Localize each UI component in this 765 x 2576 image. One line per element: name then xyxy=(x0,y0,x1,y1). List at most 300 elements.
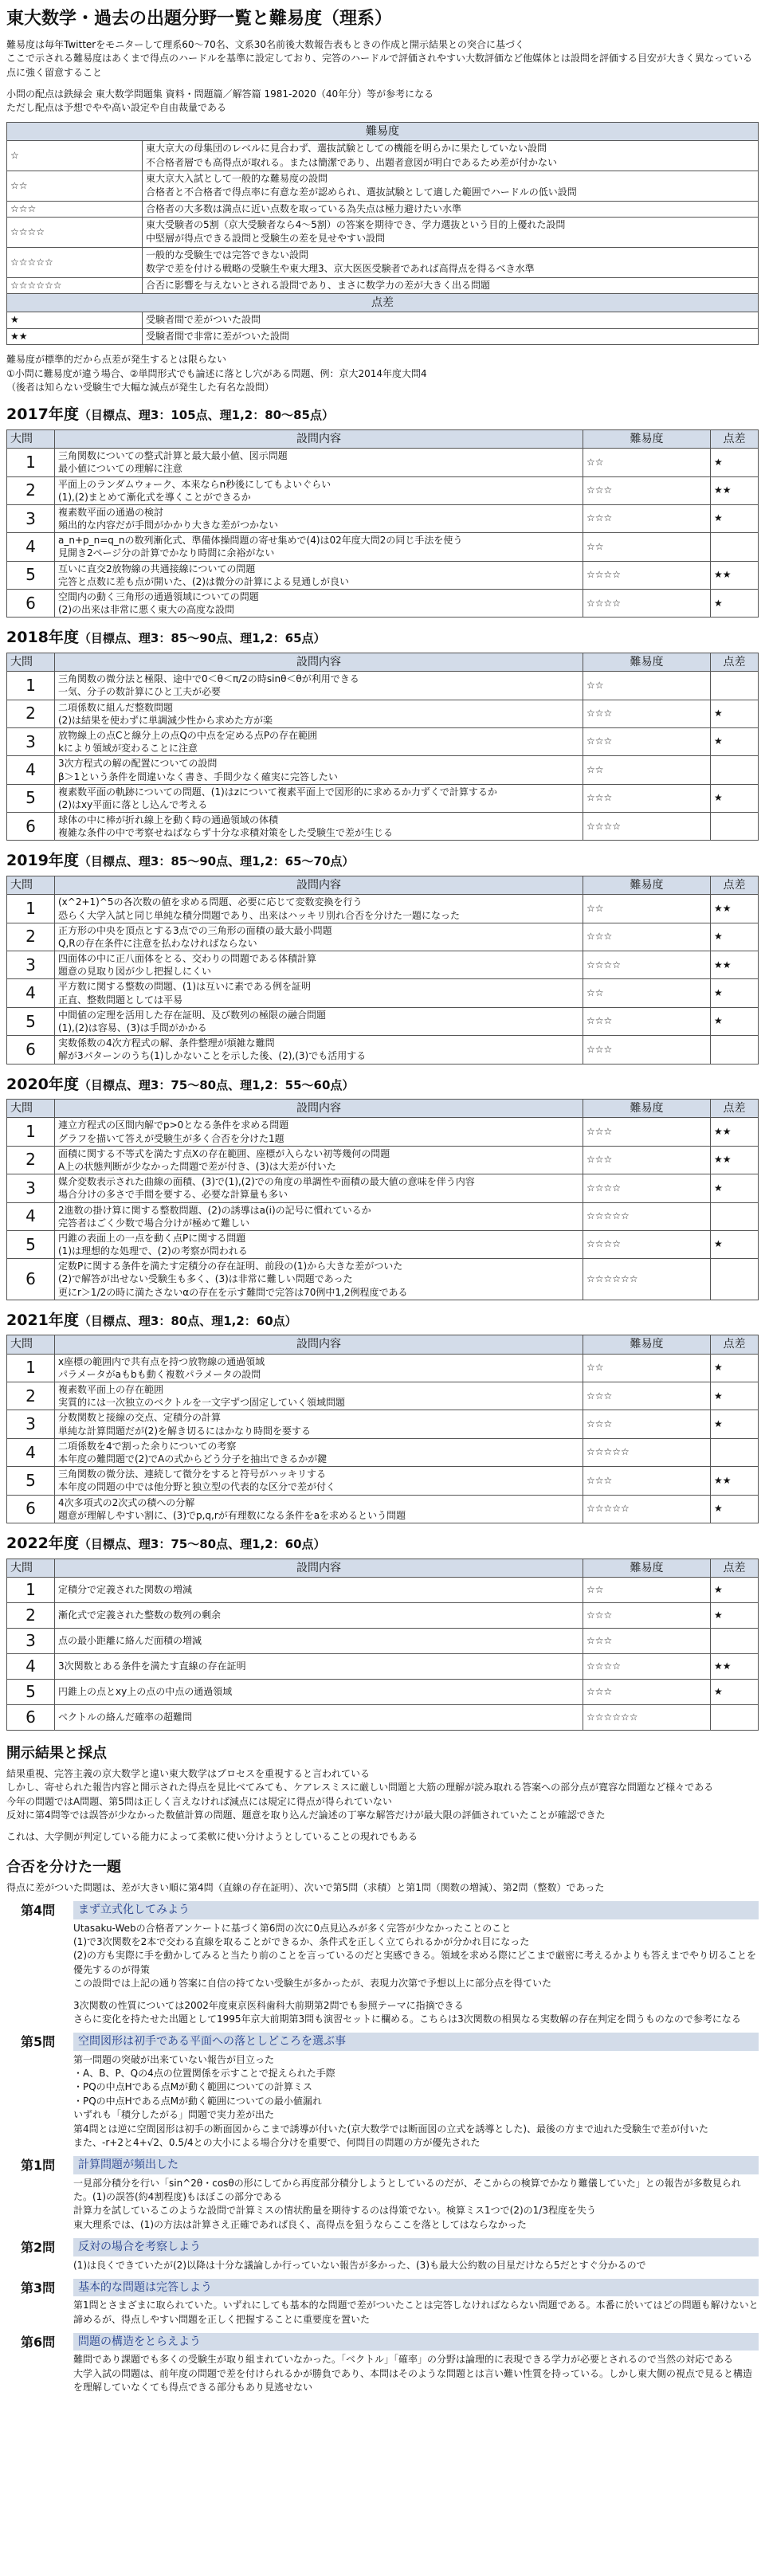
critical-block-body xyxy=(73,2279,759,2327)
column-header-content: 設問内容 xyxy=(55,1100,583,1118)
column-header-points: 点差 xyxy=(711,653,759,671)
question-points: ★ xyxy=(711,1382,759,1410)
question-number: 4 xyxy=(7,1438,55,1466)
year-label: 2019年度 xyxy=(6,852,79,870)
question-number: 3 xyxy=(7,727,55,755)
intro xyxy=(6,38,759,80)
difficulty-description-line: 一般的な受験生では完答できない設問 xyxy=(146,249,309,261)
difficulty-description-line: 合格者の大多数は満点に近い点数を取っている為失点は極力避けたい水準 xyxy=(146,202,462,214)
year-label: 2022年度 xyxy=(6,1534,79,1552)
table-row xyxy=(7,1495,759,1523)
question-number: 2 xyxy=(7,1602,55,1628)
question-content xyxy=(55,1382,583,1410)
question-number: 4 xyxy=(7,1653,55,1679)
question-difficulty: ☆☆☆ xyxy=(583,923,711,951)
difficulty-legend-row xyxy=(7,218,759,248)
column-header-content: 設問内容 xyxy=(55,876,583,895)
critical-title: 合否を分けた一題 xyxy=(6,1858,121,1876)
critical-block xyxy=(6,2238,759,2272)
question-content xyxy=(55,1202,583,1230)
question-difficulty: ☆☆☆☆ xyxy=(583,1653,711,1679)
question-points: ★ xyxy=(711,1230,759,1258)
year-heading xyxy=(6,1310,759,1332)
intro-line: ここで示される難易度はあくまで得点のハードルを基準に設定しており、完答のハードルで評価されやすい大数評価など他媒体とは設問を評価する目安が大きく異なっている点に強く留意すること xyxy=(6,53,753,78)
difficulty-description-line: 東大受験者の5割（京大受験者なら4～5割）の答案を期待でき、学力選抜という目的上優れた設問 xyxy=(146,219,566,231)
question-number: 5 xyxy=(7,784,55,812)
table-row xyxy=(7,895,759,923)
year-target-score: （目標点、理3：75～80点、理1,2：55～60点） xyxy=(78,1077,355,1092)
question-content-line: 本年度の難問題で(2)でAの式からどう分子を抽出できるかが鍵 xyxy=(58,1453,328,1465)
question-number: 4 xyxy=(7,1202,55,1230)
critical-paragraph: 第1問とさまざまに取られていた。いずれにしても基本的な問題で差がついたことは完答しなければならない問題である。本番に於いてはどの問題も解けないと諦めるが、得点しやすい問題を正しく把握することに重要度を置いた xyxy=(73,2300,759,2325)
year-label: 2018年度 xyxy=(6,629,79,647)
critical-block-body xyxy=(73,2333,759,2394)
question-content-line: 題意が理解しやすい割に、(3)でp,q,rが有理数になる条件をaを求めるという問題 xyxy=(58,1509,406,1521)
column-header-difficulty: 難易度 xyxy=(583,876,711,895)
critical-block-heading: 計算問題が頻出した xyxy=(73,2156,759,2174)
table-row xyxy=(7,476,759,504)
question-number: 1 xyxy=(7,449,55,476)
points-legend-row xyxy=(7,312,759,328)
question-content xyxy=(55,1704,583,1730)
question-points: ★ xyxy=(711,979,759,1007)
column-header-no: 大問 xyxy=(7,653,55,671)
difficulty-description xyxy=(143,277,759,293)
points-legend-row xyxy=(7,328,759,344)
question-content xyxy=(55,895,583,923)
critical-paragraph: 第4問とは逆に空間図形は初手の断面図からこまで誘導が付いた(京大数学では断面図の立式を誘導とした)、最後の方まで辿れた受験生で差が付いた xyxy=(73,2123,709,2135)
question-difficulty: ☆☆ xyxy=(583,1577,711,1602)
points-stars: ★★ xyxy=(7,328,143,344)
table-row xyxy=(7,1577,759,1602)
question-content-line: (2)の出来は非常に悪く東大の高度な設問 xyxy=(58,604,234,616)
question-content-line: 複素数平面上の存在範囲 xyxy=(58,1384,164,1396)
question-points xyxy=(711,1438,759,1466)
question-content-line: 4次多項式の2次式の積への分解 xyxy=(58,1496,195,1508)
question-content xyxy=(55,672,583,700)
question-points: ★★ xyxy=(711,476,759,504)
year-label: 2021年度 xyxy=(6,1311,79,1329)
table-row xyxy=(7,979,759,1007)
question-number: 1 xyxy=(7,1577,55,1602)
question-content-line: 一気、分子の数計算にひと工夫が必要 xyxy=(58,686,222,698)
question-number: 5 xyxy=(7,1230,55,1258)
question-content-line: x座標の範囲内で共有点を持つ放物線の通過領域 xyxy=(58,1355,265,1367)
question-points: ★ xyxy=(711,727,759,755)
question-number: 2 xyxy=(7,1382,55,1410)
column-header-no: 大問 xyxy=(7,429,55,448)
question-content xyxy=(55,700,583,727)
question-content-line: 2進数の掛け算に関する整数問題、(2)の誘導はa(i)の記号に慣れているか xyxy=(58,1204,371,1216)
question-points: ★ xyxy=(711,923,759,951)
question-content-line: 本年度の問題の中では他分野と独立型の代表的な区分で差が付く xyxy=(58,1481,336,1493)
question-points: ★ xyxy=(711,590,759,618)
table-row xyxy=(7,1438,759,1466)
question-content-line: 互いに直交2放物線の共通接線についての問題 xyxy=(58,563,256,574)
question-number: 5 xyxy=(7,1007,55,1035)
critical-paragraph: ・PQの中点Hである点Mが動く範囲についての計算ミス xyxy=(73,2081,312,2093)
critical-block xyxy=(6,1901,759,2026)
critical-paragraph: (2)の方も実際に手を動かしてみると当たり前のことを言っているのだと実感できる。領域を求める際にどこまで厳密に考えるかよりも答えまでやり切ることを優先するのが得策 xyxy=(73,1950,757,1975)
question-content xyxy=(55,1438,583,1466)
table-row xyxy=(7,727,759,755)
question-number: 1 xyxy=(7,1354,55,1382)
question-points: ★ xyxy=(711,1679,759,1704)
year-heading xyxy=(6,404,759,426)
question-number: 4 xyxy=(7,533,55,561)
table-row xyxy=(7,1679,759,1704)
difficulty-stars: ☆☆☆☆☆ xyxy=(7,247,143,277)
question-points: ★ xyxy=(711,700,759,727)
question-difficulty: ☆☆☆ xyxy=(583,1036,711,1064)
question-difficulty: ☆☆ xyxy=(583,1354,711,1382)
question-points xyxy=(711,1202,759,1230)
column-header-difficulty: 難易度 xyxy=(583,1335,711,1354)
question-content-line: 最小値についての理解に注意 xyxy=(58,463,182,475)
question-content xyxy=(55,951,583,979)
question-difficulty: ☆☆ xyxy=(583,979,711,1007)
question-number: 2 xyxy=(7,476,55,504)
question-points: ★ xyxy=(711,1410,759,1438)
year-table xyxy=(6,1099,759,1300)
critical-paragraph: Utasaku-Webの合格者アンケートに基づく第6問の次に0点見込みが多く完答が少なかったことのこと xyxy=(73,1922,512,1934)
question-points: ★ xyxy=(711,449,759,476)
question-difficulty: ☆☆ xyxy=(583,533,711,561)
year-heading xyxy=(6,850,759,872)
question-number: 1 xyxy=(7,672,55,700)
table-row xyxy=(7,756,759,784)
results-line: しかし、寄せられた報告内容と開示された得点を見比べてみても、ケアレスミスに厳しい問題と大筋の理解が読み取れる答案への部分点が寛容な問題など様々である xyxy=(6,1782,714,1794)
question-content xyxy=(55,1259,583,1300)
results-line: 今年の問題ではA問題、第5問は正しく言えなければ減点には規定に得点が得られていない xyxy=(6,1795,392,1807)
question-content-line: 点の最小距離に絡んだ面積の増減 xyxy=(58,1635,202,1647)
question-content-line: 平面上のランダムウォーク、本来ならn秒後にしてもよいぐらい xyxy=(58,478,332,490)
question-content-line: 四面体の中に正八面体をとる、交わりの問題である体積計算 xyxy=(58,953,317,965)
year-label: 2020年度 xyxy=(6,1075,79,1093)
question-difficulty: ☆☆☆ xyxy=(583,476,711,504)
critical-paragraph: 大学入試の問題は、前年度の問題で差を付けられるかが勝負であり、本問はそのような問題とは言い難い性質を持っている。しかし東大側の視点で見ると構造を理解していなくても得点できる部分もあり見逃せない xyxy=(73,2367,753,2394)
question-content-line: β＞1という条件を間違いなく書き、手間少なく確実に完答したい xyxy=(58,770,338,782)
question-content-line: 解が3パターンのうち(1)しかないことを示した後、(2),(3)でも活用する xyxy=(58,1050,367,1062)
spacer xyxy=(73,1991,759,1999)
difficulty-description-line: 東大京大の母集団のレベルに見合わず、選抜試験としての機能を明らかに果たしていない設問 xyxy=(146,143,547,155)
table-row xyxy=(7,1602,759,1628)
question-number: 4 xyxy=(7,756,55,784)
question-difficulty: ☆☆☆ xyxy=(583,1628,711,1653)
intro-reference-line: ただし配点は予想でやや高い設定や自由裁量である xyxy=(6,102,227,114)
results-tail: これは、大学側が判定している能力によって柔軟に使い分けようとしていることの現れでもある xyxy=(6,1831,418,1843)
question-content xyxy=(55,727,583,755)
question-content-line: a_n+p_n=q_nの数列漸化式、準備体操問題の寄せ集めで(4)は02年度大問2の同じ手法を使う xyxy=(58,535,463,547)
difficulty-description xyxy=(143,201,759,217)
question-difficulty: ☆☆☆☆ xyxy=(583,1230,711,1258)
question-content-line: 3次関数とある条件を満たす直線の存在証明 xyxy=(58,1660,246,1672)
critical-paragraph: 東大理系では、(1)の方法は計算さえ正確であれば良く、高得点を狙うならここを落としてはならなかった xyxy=(73,2218,527,2230)
critical-paragraph: 3次関数の性質については2002年度東京医科歯科大前期第2問でも参照テーマに指摘できる xyxy=(73,1999,464,2011)
question-difficulty: ☆☆☆ xyxy=(583,1467,711,1495)
difficulty-description xyxy=(143,218,759,248)
question-content-line: 分数関数と接線の交点、定積分の計算 xyxy=(58,1412,222,1424)
question-number: 6 xyxy=(7,1495,55,1523)
question-difficulty: ☆☆☆ xyxy=(583,1146,711,1174)
question-content-line: 単純な計算問題だが(2)を解き切るにはかなり時間を要する xyxy=(58,1425,312,1437)
year-table xyxy=(6,876,759,1065)
table-row xyxy=(7,1036,759,1064)
question-number: 5 xyxy=(7,1467,55,1495)
column-header-no: 大問 xyxy=(7,876,55,895)
question-number: 2 xyxy=(7,923,55,951)
question-points: ★ xyxy=(711,504,759,532)
table-row xyxy=(7,449,759,476)
question-content-line: 中間値の定理を活用した存在証明、及び数列の極限の融合問題 xyxy=(58,1009,327,1021)
difficulty-description-line: 合格者と不合格者で得点率に有意な差が認められ、選抜試験として適した範囲でハードルの低い設問 xyxy=(146,186,577,198)
question-points xyxy=(711,672,759,700)
column-header-content: 設問内容 xyxy=(55,429,583,448)
table-row xyxy=(7,813,759,841)
question-difficulty: ☆☆ xyxy=(583,672,711,700)
critical-block-heading: 反対の場合を考察しよう xyxy=(73,2238,759,2256)
column-header-difficulty: 難易度 xyxy=(583,653,711,671)
difficulty-legend-table xyxy=(6,122,759,345)
difficulty-stars: ☆☆ xyxy=(7,171,143,201)
difficulty-description xyxy=(143,247,759,277)
critical-block-body xyxy=(73,2156,759,2232)
difficulty-description xyxy=(143,171,759,201)
question-content xyxy=(55,923,583,951)
question-difficulty: ☆☆☆ xyxy=(583,1679,711,1704)
column-header-no: 大問 xyxy=(7,1335,55,1354)
question-content-line: 球体の中に棒が折れ線上を動く時の通過領域の体積 xyxy=(58,814,279,826)
critical-block xyxy=(6,2333,759,2394)
question-points: ★ xyxy=(711,1602,759,1628)
critical-paragraph: ・PQの中点Hである点Mが動く範囲についての最小値漏れ xyxy=(73,2095,322,2107)
question-difficulty: ☆☆☆☆ xyxy=(583,1174,711,1202)
table-row xyxy=(7,533,759,561)
critical-question-label: 第2問 xyxy=(21,2240,56,2256)
critical-block-heading: 問題の構造をとらえよう xyxy=(73,2333,759,2351)
question-content-line: 完答と点数に差も点が開いた、(2)は微分の計算による見通しが良い xyxy=(58,575,350,587)
question-content xyxy=(55,590,583,618)
question-difficulty: ☆☆ xyxy=(583,756,711,784)
question-number: 6 xyxy=(7,590,55,618)
question-content-line: 平方数に関する整数の問題、(1)は互いに素である例を証明 xyxy=(58,981,312,993)
column-header-difficulty: 難易度 xyxy=(583,429,711,448)
question-number: 2 xyxy=(7,1146,55,1174)
question-content-line: 空間内の動く三角形の通過領域についての問題 xyxy=(58,591,259,603)
year-target-score: （目標点、理3：75～80点、理1,2：60点） xyxy=(78,1536,326,1551)
notes xyxy=(6,353,759,394)
question-difficulty: ☆☆☆ xyxy=(583,1410,711,1438)
points-stars: ★ xyxy=(7,312,143,328)
table-row xyxy=(7,1653,759,1679)
question-content-line: (2)はxy平面に落とし込んで考える xyxy=(58,798,208,810)
question-difficulty: ☆☆☆ xyxy=(583,727,711,755)
years-container xyxy=(6,404,759,1731)
page-title: 東大数学・過去の出題分野一覧と難易度（理系） xyxy=(6,9,393,29)
question-content xyxy=(55,561,583,589)
difficulty-legend-row xyxy=(7,247,759,277)
difficulty-legend-row xyxy=(7,277,759,293)
critical-paragraph: 一見部分積分を行い「sin^2θ・cosθの形にしてから再度部分積分しようとしているのだが、そこからの検算でかなり難儀していた」との報告が多数見られた。(1)の誤答(約4割程度)もほぼこの部分である xyxy=(73,2177,741,2203)
question-points: ★★ xyxy=(711,895,759,923)
question-content-line: Q,Rの存在条件に注意を払わなければならない xyxy=(58,937,257,949)
question-content-line: (1),(2)まとめて漸化式を導くことができるか xyxy=(58,491,251,503)
question-points: ★ xyxy=(711,784,759,812)
question-content-line: 複雑な条件の中で考察せねばならず十分な求積対策をした受験生で差が生じる xyxy=(58,827,394,839)
critical-paragraph: いずれも「積分したがる」問題で実力差が出た xyxy=(73,2109,275,2121)
question-content-line: 複素数平面の通過の検討 xyxy=(58,506,164,518)
note-line: 難易度が標準的だから点差が発生するとは限らない xyxy=(6,354,227,366)
question-points: ★★ xyxy=(711,951,759,979)
note-line: ①小問に難易度が違う場合、②単問形式でも論述に落とし穴がある問題、例：京大2014年度大問4 xyxy=(6,367,427,379)
table-row xyxy=(7,561,759,589)
question-difficulty: ☆☆☆☆ xyxy=(583,813,711,841)
question-content-line: 円錐の表面上の一点を動く点Pに関する問題 xyxy=(58,1232,246,1244)
question-difficulty: ☆☆☆☆☆ xyxy=(583,1495,711,1523)
table-row xyxy=(7,1410,759,1438)
question-content xyxy=(55,1602,583,1628)
question-content xyxy=(55,1495,583,1523)
question-points xyxy=(711,756,759,784)
critical-paragraph: 計算力を試しているこのような設問で計算ミスの情状酌量を期待するのは得策でない。検算ミス1つで(2)の1/3程度を失う xyxy=(73,2205,596,2217)
points-legend-header: 点差 xyxy=(7,294,759,312)
question-content-line: 複素数平面の軌跡についての問題、(1)はzについて複素平面上で図形的に求めるか力ずくで計算するか xyxy=(58,786,497,798)
question-number: 4 xyxy=(7,979,55,1007)
question-number: 6 xyxy=(7,1036,55,1064)
question-content-line: 頻出的な内容だが手間がかかり大きな差がつかない xyxy=(58,520,279,531)
table-row xyxy=(7,1354,759,1382)
critical-question-label: 第5問 xyxy=(21,2034,56,2050)
question-difficulty: ☆☆☆ xyxy=(583,504,711,532)
results-line: 結果重視、完答主義の京大数学と違い東大数学はプロセスを重視すると言われている xyxy=(6,1767,371,1779)
difficulty-description-line: 合否に影響を与えないとされる設問であり、まさに数学力の差が大きく出る問題 xyxy=(146,279,491,291)
year-table xyxy=(6,429,759,618)
question-points: ★ xyxy=(711,1174,759,1202)
question-number: 6 xyxy=(7,813,55,841)
question-content-line: 正方形の中央を頂点とする3点での三角形の面積の最大最小問題 xyxy=(58,924,332,936)
question-content-line: 恐らく大学入試と同じ単純な積分問題であり、出来はハッキリ別れ合否を分けた一題になった xyxy=(58,909,461,921)
question-content-line: 二項係数を4で割った余りについての考察 xyxy=(58,1440,237,1452)
question-content xyxy=(55,756,583,784)
column-header-points: 点差 xyxy=(711,1559,759,1577)
table-row xyxy=(7,1230,759,1258)
question-difficulty: ☆☆☆ xyxy=(583,700,711,727)
critical-question-label: 第6問 xyxy=(21,2335,56,2351)
question-content xyxy=(55,1036,583,1064)
question-content-line: 漸化式で定義された整数の数列の剰余 xyxy=(58,1610,222,1621)
critical-block-body xyxy=(73,1901,759,2026)
table-row xyxy=(7,1704,759,1730)
question-number: 3 xyxy=(7,951,55,979)
question-difficulty: ☆☆☆☆☆ xyxy=(583,1438,711,1466)
question-difficulty: ☆☆☆ xyxy=(583,784,711,812)
question-content-line: (1),(2)は容易、(3)は手間がかかる xyxy=(58,1022,207,1034)
question-difficulty: ☆☆☆ xyxy=(583,1007,711,1035)
question-content-line: 連立方程式の区間内解でp>0となる条件を求める問題 xyxy=(58,1119,289,1131)
question-content-line: 面積に関する不等式を満たす点Xの存在範囲、座標が入らない初等幾何の問題 xyxy=(58,1147,390,1159)
difficulty-legend-header: 難易度 xyxy=(7,122,759,140)
question-content xyxy=(55,1354,583,1382)
question-content-line: 題意の見取り図が少し把握しにくい xyxy=(58,966,212,978)
question-content-line: パラメータがaもbも動く複数パラメータの設問 xyxy=(58,1368,261,1380)
question-content-line: 完答者はごく少数で場合分けが極めて難しい xyxy=(58,1217,250,1229)
year-table xyxy=(6,653,759,841)
question-number: 3 xyxy=(7,504,55,532)
critical-paragraph: 難問であり課題でも多くの受験生が取り組まれていなかった。「ベクトル」「確率」の分野は論理的に表現できる学力が必要とされるので当然の対応である xyxy=(73,2354,734,2366)
question-points: ★★ xyxy=(711,1118,759,1146)
difficulty-description-line: 不合格者層でも高得点が取れる。または簡潔であり、出題者意図が明白であるため差が付かない xyxy=(146,156,558,168)
year-label: 2017年度 xyxy=(6,406,79,424)
question-points: ★ xyxy=(711,1495,759,1523)
question-number: 1 xyxy=(7,1118,55,1146)
critical-block-heading: 空間図形は初手である平面への落としどころを選ぶ事 xyxy=(73,2033,759,2050)
column-header-no: 大問 xyxy=(7,1100,55,1118)
table-row xyxy=(7,1007,759,1035)
points-description: 受験者間で差がついた設問 xyxy=(143,312,759,328)
question-number: 2 xyxy=(7,700,55,727)
question-content-line: (2)で解答が出せない受験生も多く、(3)は非常に難しい問題であった xyxy=(58,1273,353,1285)
critical-paragraph: さらに変化を持たせた出題として1995年京大前期第3問も演習セットに欄める。こちらは3次関数の相異なる実数解の存在判定を問うものなので参考になる xyxy=(73,2013,741,2025)
question-content-line: 三角関数についての整式計算と最大最小値、図示問題 xyxy=(58,450,288,462)
critical-block-heading: 基本的な問題は完答しよう xyxy=(73,2279,759,2296)
question-content-line: A上の状態判断が少なかった問題で差が付き、(3)は大差が付いた xyxy=(58,1160,336,1172)
critical-question-label: 第4問 xyxy=(21,1903,56,1919)
question-content xyxy=(55,1174,583,1202)
question-points: ★ xyxy=(711,1577,759,1602)
critical-paragraph: (1)は良くできていたが(2)以降は十分な議論しか行っていない報告が多かった、(3)も最大公約数の目星だけなら5だとすぐ分かるので xyxy=(73,2259,646,2271)
year-target-score: （目標点、理3：80点、理1,2：60点） xyxy=(78,1313,297,1328)
question-number: 3 xyxy=(7,1628,55,1653)
question-content-line: 正直、整数問題としては平易 xyxy=(58,994,183,1006)
question-difficulty: ☆☆☆ xyxy=(583,1382,711,1410)
difficulty-stars: ☆☆☆☆☆☆ xyxy=(7,277,143,293)
difficulty-legend-row xyxy=(7,201,759,217)
points-description: 受験者間で非常に差がついた設問 xyxy=(143,328,759,344)
question-content xyxy=(55,813,583,841)
table-row xyxy=(7,784,759,812)
question-difficulty: ☆☆☆☆☆ xyxy=(583,1202,711,1230)
question-content-line: ベクトルの絡んだ確率の超難問 xyxy=(58,1711,193,1723)
critical-block xyxy=(6,2156,759,2232)
results-line: 反対に第4問等では誤答が少なかった数値計算の問題、題意を取り込んだ論述の丁寧な解答だけが最大限の評価されていたことが確認できた xyxy=(6,1809,606,1821)
question-difficulty: ☆☆ xyxy=(583,895,711,923)
difficulty-stars: ☆☆☆☆ xyxy=(7,218,143,248)
question-content-line: 場合分けの多さで手間を要する、必要な計算量も多い xyxy=(58,1189,288,1201)
table-row xyxy=(7,590,759,618)
critical-block xyxy=(6,2033,759,2150)
critical-block-body xyxy=(73,2238,759,2272)
question-content xyxy=(55,1628,583,1653)
critical-block xyxy=(6,2279,759,2327)
question-content xyxy=(55,979,583,1007)
question-content xyxy=(55,1410,583,1438)
question-content xyxy=(55,1007,583,1035)
question-content-line: (2)は結果を使わずに単調減少性から求めた方が楽 xyxy=(58,714,273,726)
question-points xyxy=(711,1704,759,1730)
note-line: （後者は知らない受験生で大幅な減点が発生した有名な設問） xyxy=(6,381,275,393)
question-content-line: kにより領域が変わることに注意 xyxy=(58,743,198,755)
table-row xyxy=(7,1202,759,1230)
column-header-content: 設問内容 xyxy=(55,1559,583,1577)
question-content xyxy=(55,784,583,812)
question-content-line: 媒介変数表示された曲線の面積、(3)で(1),(2)での角度の単調性や面積の最大値の意味を伴う内容 xyxy=(58,1176,475,1188)
year-heading xyxy=(6,627,759,649)
year-target-score: （目標点、理3：105点、理1,2：80～85点） xyxy=(78,408,334,423)
question-number: 3 xyxy=(7,1410,55,1438)
question-content-line: 三角関数の微分法と極限、途中で0＜θ＜π/2の時sinθ＜θが利用できる xyxy=(58,673,359,685)
question-content-line: グラフを描いて答えが受験生が多く合否を分けた1題 xyxy=(58,1132,284,1144)
question-difficulty: ☆☆☆☆☆☆ xyxy=(583,1259,711,1300)
